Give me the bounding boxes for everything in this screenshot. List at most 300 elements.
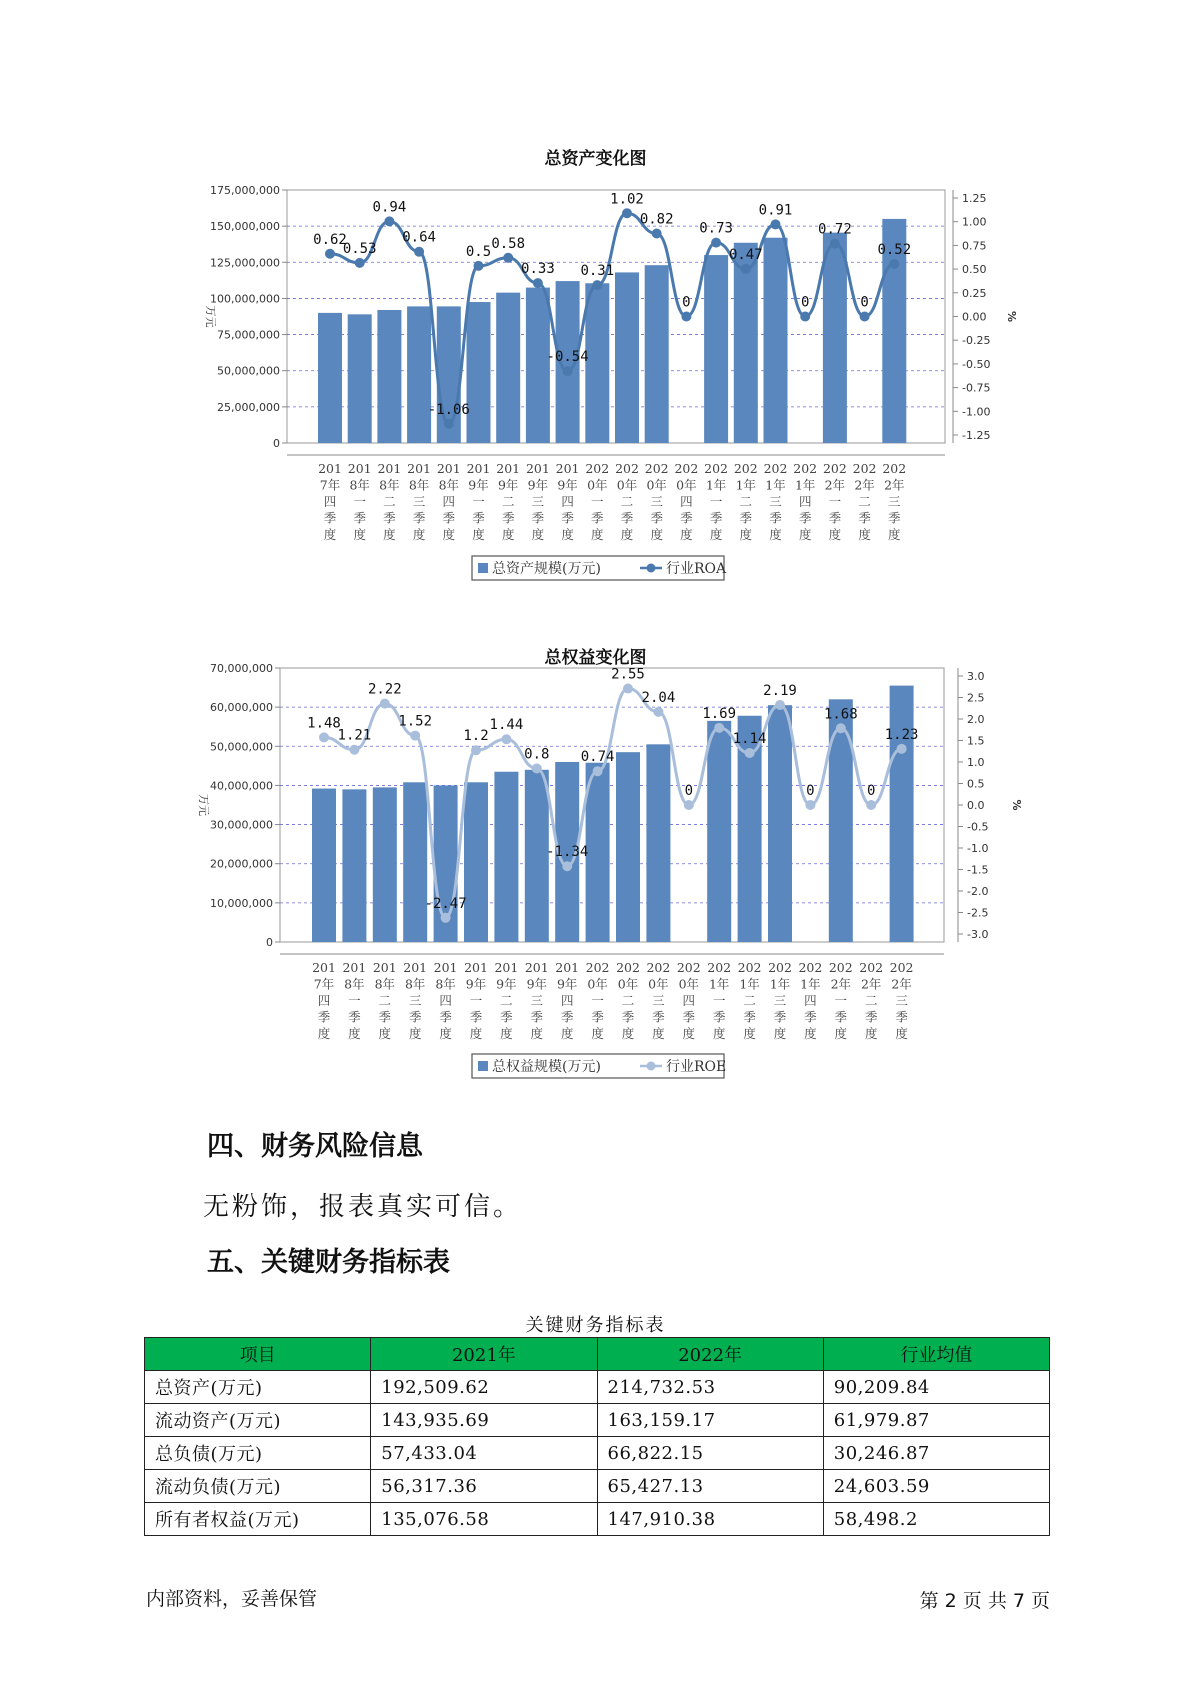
x-tick-label: 二 (620, 494, 634, 509)
x-tick-label: 度 (620, 527, 634, 542)
y-tick-label: 0 (273, 437, 280, 450)
x-tick-label: 季 (769, 510, 782, 526)
x-tick-label: 2年 (884, 477, 905, 493)
table-cell: 135,076.58 (371, 1503, 597, 1536)
x-tick-label: 202 (822, 461, 847, 476)
x-tick-label: 9年 (557, 477, 578, 493)
x-tick-label: 四 (804, 993, 817, 1008)
line-point (745, 748, 755, 758)
x-tick-label: 度 (682, 1026, 696, 1041)
x-tick-label: 1年 (735, 477, 757, 493)
x-tick-label: 季 (348, 1009, 361, 1025)
bar (615, 272, 639, 443)
header-2021: 2021年 (371, 1338, 597, 1371)
x-tick-label: 9年 (556, 976, 578, 992)
x-tick-label: 一 (828, 494, 842, 509)
bar (377, 310, 401, 443)
table-row (145, 1503, 1050, 1536)
y2-tick-label: -1.0 (967, 842, 989, 855)
x-tick-label: 四 (439, 993, 452, 1008)
y-tick-label: 40,000,000 (210, 779, 273, 793)
line-point (410, 731, 420, 741)
x-tick-label: 度 (834, 1026, 848, 1041)
table-cell: 66,822.15 (597, 1437, 823, 1470)
legend-line-marker (647, 564, 656, 573)
y2-tick-label: 3.0 (967, 670, 985, 683)
x-tick-label: 度 (383, 527, 396, 542)
x-tick-label: 1年 (739, 976, 760, 992)
x-tick-label: 8年 (404, 976, 426, 992)
x-tick-label: 1年 (769, 976, 791, 992)
x-tick-label: 三 (769, 494, 782, 509)
x-tick-label: 2年 (854, 477, 875, 493)
x-tick-label: 四 (323, 494, 337, 509)
y2-tick-label: 0.5 (967, 777, 985, 791)
line-point (889, 259, 899, 269)
data-label: 0.33 (521, 261, 555, 278)
data-label: 0.5 (465, 243, 492, 260)
line-point (444, 419, 454, 429)
x-tick-label: 8年 (374, 976, 396, 992)
bar (467, 302, 491, 443)
table-row (145, 1371, 1050, 1404)
table-row (145, 1404, 1050, 1437)
x-tick-label: 二 (501, 494, 515, 509)
x-tick-label: 季 (531, 510, 545, 526)
x-tick-label: 度 (530, 1026, 544, 1041)
x-tick-label: 季 (650, 510, 663, 526)
x-tick-label: 201 (318, 461, 342, 476)
x-tick-label: 季 (591, 510, 604, 526)
table-cell: 143,935.69 (371, 1404, 597, 1437)
x-tick-label: 度 (858, 527, 871, 542)
bar (768, 705, 792, 942)
x-tick-label: 9年 (468, 477, 489, 493)
table-cell: 214,732.53 (597, 1371, 823, 1404)
bar (890, 686, 914, 942)
x-tick-label: 季 (408, 1009, 422, 1025)
x-tick-label: 2年 (860, 976, 882, 992)
x-tick-label: 2年 (830, 976, 852, 992)
x-tick-label: 季 (798, 510, 812, 526)
data-label: -1.34 (546, 844, 589, 861)
data-label: 1.68 (823, 706, 858, 723)
table-cell: 30,246.87 (823, 1437, 1049, 1470)
x-tick-label: 季 (439, 1009, 452, 1025)
y-tick-label: 10,000,000 (210, 896, 273, 910)
line-point (355, 258, 365, 268)
y-tick-label: 50,000,000 (217, 364, 280, 378)
data-label: 1.14 (732, 730, 767, 747)
x-tick-label: 一 (709, 494, 723, 509)
x-tick-label: 1年 (765, 477, 786, 493)
data-label: 1.2 (463, 728, 489, 745)
y2-tick-label: 1.5 (967, 734, 985, 748)
y2-tick-label: 1.0 (967, 756, 985, 769)
x-tick-label: 度 (709, 527, 723, 542)
line-point (775, 700, 785, 710)
header-item: 项目 (145, 1338, 371, 1371)
x-tick-label: 201 (464, 960, 488, 975)
legend-bar-label: 总权益规模(万元) (492, 1059, 601, 1075)
x-tick-label: 四 (317, 993, 331, 1008)
x-tick-label: 度 (769, 527, 782, 542)
x-tick-label: 0年 (676, 477, 697, 493)
x-tick-label: 度 (500, 1026, 513, 1041)
bar (348, 314, 372, 443)
line-point (771, 219, 781, 229)
x-tick-label: 季 (858, 510, 871, 526)
x-tick-label: 一 (469, 993, 483, 1008)
y2-tick-label: 1.25 (962, 192, 987, 205)
y2-tick-label: 0.50 (962, 263, 987, 277)
data-label: -0.54 (546, 349, 589, 366)
x-tick-label: 度 (864, 1026, 878, 1041)
x-tick-label: 202 (707, 960, 732, 975)
x-tick-label: 201 (433, 960, 458, 975)
bar (645, 265, 669, 443)
y2-tick-label: -0.25 (962, 334, 991, 348)
x-tick-label: 度 (895, 1026, 908, 1041)
x-tick-label: 一 (591, 494, 604, 509)
bar (403, 782, 427, 942)
x-tick-label: 度 (591, 1026, 604, 1041)
line-point (800, 312, 810, 322)
x-tick-label: 季 (895, 1009, 908, 1025)
x-tick-label: 8年 (344, 976, 365, 992)
x-tick-label: 度 (442, 527, 456, 542)
y2-tick-label: -0.75 (962, 381, 991, 395)
bar (318, 313, 342, 443)
x-tick-label: 度 (739, 527, 753, 542)
table-header-row (145, 1338, 1050, 1371)
x-tick-label: 1年 (705, 477, 727, 493)
x-tick-label: 202 (676, 960, 701, 975)
x-tick-label: 季 (469, 1009, 483, 1025)
x-tick-label: 0年 (646, 477, 667, 493)
x-tick-label: 季 (621, 1009, 635, 1025)
x-tick-label: 二 (864, 993, 878, 1008)
x-tick-label: 季 (317, 1009, 331, 1025)
bar (496, 293, 520, 443)
y2-tick-label: 0.0 (967, 799, 985, 812)
y-tick-label: 150,000,000 (210, 220, 280, 234)
data-label: 0 (684, 783, 694, 799)
header-2022: 2022年 (597, 1338, 823, 1371)
x-tick-label: 二 (743, 993, 756, 1008)
y-tick-label: 175,000,000 (210, 184, 280, 197)
x-tick-label: 度 (798, 527, 812, 542)
line-point (501, 734, 511, 744)
y2-tick-label: -2.5 (967, 906, 989, 920)
line-point (622, 208, 632, 218)
x-tick-label: 201 (342, 960, 367, 975)
x-tick-label: 度 (561, 527, 574, 542)
y2-tick-label: -0.50 (962, 357, 991, 371)
x-tick-label: 202 (852, 461, 877, 476)
x-tick-label: 一 (591, 993, 604, 1008)
x-tick-label: 201 (524, 960, 549, 975)
table-cell: 65,427.13 (597, 1470, 823, 1503)
data-label: 0 (860, 294, 869, 311)
x-tick-label: 202 (763, 461, 788, 476)
data-label: 1.52 (398, 713, 433, 730)
data-label: 1.21 (337, 727, 372, 744)
x-tick-label: 季 (864, 1009, 878, 1025)
x-tick-label: 季 (773, 1009, 787, 1025)
y-tick-label: 30,000,000 (210, 818, 273, 832)
x-tick-label: 三 (895, 993, 908, 1008)
table-cell: 192,509.62 (371, 1371, 597, 1404)
x-tick-label: 201 (525, 461, 550, 476)
x-tick-label: 202 (646, 960, 671, 975)
legend-line-label: 行业ROA (666, 561, 727, 577)
line-point (533, 278, 543, 288)
x-tick-label: 季 (412, 510, 426, 526)
header-industry-avg: 行业均值 (823, 1338, 1049, 1371)
data-label: 0.82 (639, 211, 674, 228)
x-tick-label: 8年 (379, 477, 400, 493)
x-tick-label: 度 (408, 1026, 422, 1041)
x-tick-label: 度 (621, 1026, 635, 1041)
x-tick-label: 8年 (438, 477, 460, 493)
x-tick-label: 度 (650, 527, 663, 542)
x-tick-label: 四 (682, 993, 696, 1008)
data-label: 0.8 (524, 746, 550, 763)
data-label: 1.02 (610, 191, 644, 208)
x-tick-label: 度 (591, 527, 604, 542)
data-label: 0 (682, 294, 691, 311)
x-tick-label: 0年 (616, 477, 638, 493)
x-tick-label: 一 (834, 993, 848, 1008)
data-label: 2.19 (763, 682, 797, 699)
line-point (897, 744, 907, 754)
x-tick-label: 度 (652, 1026, 665, 1041)
data-label: 0.91 (758, 202, 793, 219)
x-tick-label: 二 (500, 993, 513, 1008)
data-label: 0 (806, 783, 815, 799)
y2-tick-label: 0.75 (962, 239, 987, 253)
x-tick-label: 度 (773, 1026, 787, 1041)
data-label: 2.04 (641, 689, 676, 706)
y2-axis-label: % (1005, 310, 1018, 323)
x-tick-label: 季 (591, 1009, 604, 1025)
y-tick-label: 125,000,000 (210, 256, 280, 270)
x-tick-label: 9年 (465, 976, 487, 992)
x-tick-label: 一 (348, 993, 361, 1008)
bar (526, 288, 550, 443)
x-tick-label: 季 (804, 1009, 817, 1025)
y2-tick-label: 1.00 (962, 215, 987, 229)
x-tick-label: 季 (834, 1009, 848, 1025)
x-tick-label: 二 (383, 494, 396, 509)
data-label: 0 (866, 783, 876, 799)
bar (342, 789, 366, 942)
line-point (562, 861, 572, 871)
bar (373, 787, 397, 942)
x-tick-label: 201 (372, 960, 397, 975)
x-tick-label: 202 (585, 960, 610, 975)
x-tick-label: 季 (442, 510, 456, 526)
x-tick-label: 四 (680, 494, 693, 509)
x-tick-label: 度 (680, 527, 693, 542)
x-tick-label: 202 (859, 960, 884, 975)
y-tick-label: 75,000,000 (217, 328, 280, 342)
data-label: 2.55 (611, 666, 645, 683)
data-label: 0.73 (699, 220, 733, 237)
data-label: 1.23 (884, 726, 919, 743)
table-caption: 关键财务指标表 (525, 1315, 666, 1336)
x-tick-label: 201 (466, 461, 491, 476)
footer-page-number: 第 2 页 共 7 页 (919, 1590, 1050, 1612)
x-tick-label: 度 (348, 1026, 361, 1041)
x-tick-label: 度 (501, 527, 515, 542)
x-tick-label: 四 (560, 993, 574, 1008)
x-tick-label: 202 (768, 960, 792, 975)
x-tick-label: 202 (798, 960, 823, 975)
line-point (866, 800, 876, 810)
x-tick-label: 2年 (824, 477, 846, 493)
table-cell: 58,498.2 (823, 1503, 1049, 1536)
x-tick-label: 一 (353, 494, 366, 509)
table-cell: 总资产(万元) (145, 1371, 371, 1404)
x-tick-label: 8年 (408, 477, 430, 493)
data-label: 1.44 (489, 717, 524, 734)
x-tick-label: 季 (500, 1009, 513, 1025)
x-tick-label: 度 (353, 527, 366, 542)
legend-bar-swatch (478, 563, 488, 573)
x-tick-label: 202 (828, 960, 853, 975)
x-tick-label: 度 (828, 527, 842, 542)
x-tick-label: 季 (828, 510, 842, 526)
x-tick-label: 一 (712, 993, 726, 1008)
line-point (532, 763, 542, 773)
table-row (145, 1437, 1050, 1470)
section-4-text: 无粉饰，报表真实可信。 (203, 1192, 523, 1222)
line-point (652, 229, 662, 239)
x-tick-label: 度 (439, 1026, 452, 1041)
x-tick-label: 二 (739, 494, 753, 509)
table-cell: 流动资产(万元) (145, 1404, 371, 1437)
x-tick-label: 度 (412, 527, 426, 542)
x-tick-label: 季 (888, 510, 901, 526)
data-label: 0.53 (342, 240, 377, 257)
x-tick-label: 度 (804, 1026, 817, 1041)
line-point (319, 732, 329, 742)
line-point (684, 800, 694, 810)
line-point (860, 312, 870, 322)
x-tick-label: 201 (555, 461, 580, 476)
x-tick-label: 1年 (708, 976, 730, 992)
data-label: 1.69 (702, 705, 737, 722)
line-point (414, 247, 424, 257)
x-tick-label: 二 (621, 993, 635, 1008)
table-cell: 24,603.59 (823, 1470, 1049, 1503)
table-cell: 90,209.84 (823, 1371, 1049, 1404)
bar (704, 255, 728, 443)
data-label: 0.47 (728, 246, 763, 263)
x-tick-label: 季 (620, 510, 634, 526)
data-label: 2.22 (367, 681, 402, 698)
section-5-title: 五、关键财务指标表 (207, 1247, 450, 1278)
y2-tick-label: 2.5 (967, 691, 985, 705)
x-tick-label: 2年 (891, 976, 912, 992)
data-label: 1.48 (307, 715, 341, 732)
y-axis-label: 万元 (204, 305, 217, 328)
x-tick-label: 8年 (435, 976, 456, 992)
x-tick-label: 季 (682, 1009, 696, 1025)
table-cell: 163,159.17 (597, 1404, 823, 1437)
x-tick-label: 度 (378, 1026, 392, 1041)
x-tick-label: 季 (501, 510, 515, 526)
x-tick-label: 201 (436, 461, 461, 476)
y2-tick-label: 0.25 (962, 286, 987, 300)
legend-line-label: 行业ROE (666, 1059, 727, 1075)
x-tick-label: 季 (709, 510, 723, 526)
y2-tick-label: -2.0 (967, 885, 989, 898)
x-tick-label: 度 (317, 1026, 331, 1041)
bar (407, 306, 431, 443)
x-tick-label: 202 (585, 461, 610, 476)
line-point (741, 264, 751, 274)
x-tick-label: 一 (472, 494, 485, 509)
data-label: 0.64 (402, 229, 436, 246)
x-tick-label: 9年 (497, 477, 519, 493)
x-tick-label: 四 (442, 494, 456, 509)
y-tick-label: 50,000,000 (210, 740, 273, 754)
x-tick-label: 7年 (313, 976, 335, 992)
x-tick-label: 度 (888, 527, 901, 542)
x-tick-label: 度 (560, 1026, 574, 1041)
x-tick-label: 四 (798, 494, 812, 509)
line-point (711, 238, 721, 248)
y2-tick-label: 2.0 (967, 713, 985, 726)
x-tick-label: 0年 (617, 976, 639, 992)
section-4-title: 四、财务风险信息 (207, 1131, 423, 1162)
x-tick-label: 202 (615, 461, 639, 476)
y2-tick-label: 0.00 (962, 310, 987, 324)
line-point (325, 249, 335, 259)
bar (494, 772, 518, 942)
line-point (384, 216, 394, 226)
x-tick-label: 202 (616, 960, 640, 975)
y2-tick-label: -1.00 (962, 405, 991, 419)
x-tick-label: 0年 (648, 976, 669, 992)
x-tick-label: 三 (530, 993, 544, 1008)
x-tick-label: 202 (737, 960, 762, 975)
table-cell: 57,433.04 (371, 1437, 597, 1470)
x-tick-label: 度 (712, 1026, 726, 1041)
data-label: -1.06 (427, 401, 470, 418)
x-tick-label: 201 (496, 461, 521, 476)
x-tick-label: 202 (889, 960, 914, 975)
legend-bar-swatch (478, 1061, 488, 1071)
table-cell: 147,910.38 (597, 1503, 823, 1536)
line-point (805, 800, 815, 810)
x-tick-label: 202 (674, 461, 699, 476)
line-point (592, 280, 602, 290)
line-point (349, 745, 359, 755)
line-point (836, 723, 846, 733)
bar (764, 238, 788, 443)
x-tick-label: 二 (858, 494, 871, 509)
x-tick-label: 三 (773, 993, 787, 1008)
y-tick-label: 60,000,000 (210, 701, 273, 715)
line-point (503, 253, 513, 263)
y-axis-label: 万元 (197, 794, 210, 816)
chart2-title: 总权益变化图 (544, 648, 647, 668)
line-point (380, 699, 390, 709)
